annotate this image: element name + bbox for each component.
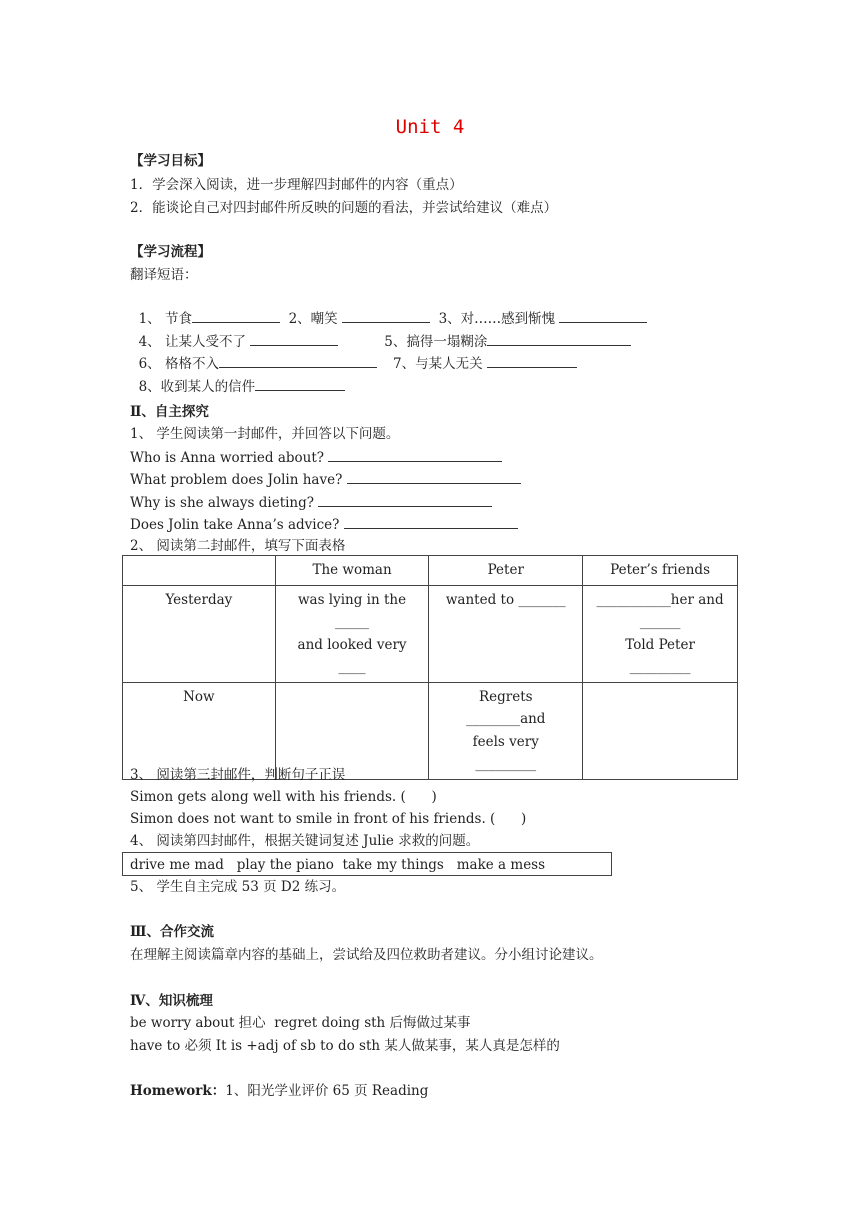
q3-statement: Simon gets along well with his friends. ( ): [130, 789, 437, 805]
phrase-2: 2、嘲笑: [288, 311, 342, 327]
phrase-5: 5、搞得一塌糊涂: [384, 334, 488, 350]
phrase-3: 3、对……感到惭愧: [438, 311, 560, 327]
question-row: [130, 469, 521, 490]
phrase-4: 4、 让某人受不了: [138, 334, 251, 350]
answer-blank[interactable]: [487, 353, 577, 368]
question-text: Who is Anna worried about?: [130, 450, 329, 466]
translate-subheading: 翻译短语：: [130, 267, 198, 283]
table-header-cell: [123, 556, 276, 586]
question-row: [130, 492, 492, 513]
letter2-table: [122, 555, 738, 780]
homework-text: 1、阳光学业评价 65 页 Reading: [225, 1083, 429, 1099]
q4-intro: 4、 阅读第四封邮件，根据关键词复述 Julie 求救的问题。: [130, 833, 480, 849]
keywords-text: drive me mad play the piano take my things make a mess: [130, 857, 546, 873]
question-text: Why is she always dieting?: [130, 495, 319, 511]
cell-line: wanted to _______: [445, 591, 566, 608]
table-cell[interactable]: [583, 585, 738, 682]
cell-line: ______: [639, 614, 681, 630]
goals-heading: 【学习目标】: [130, 153, 211, 169]
phrase-7: 7、与某人无关: [392, 356, 487, 372]
phrase-8: 8、收到某人的信件: [138, 379, 256, 395]
cell-line: ____: [338, 659, 366, 675]
table-header-cell: Peter: [429, 556, 583, 586]
section2-heading: Ⅱ、自主探究: [130, 404, 209, 420]
cell-line: _________: [475, 756, 537, 772]
table-cell[interactable]: [429, 682, 583, 779]
cell-line: ___________her and: [596, 591, 724, 608]
q3-intro: 3、 阅读第三封邮件，判断句子正误: [130, 767, 346, 783]
table-row: [123, 585, 738, 682]
q1-intro: 1、 学生阅读第一封邮件，并回答以下问题。: [130, 426, 400, 442]
knowledge-line: be worry about 担心 regret doing sth 后悔做过某事: [130, 1015, 471, 1031]
section3-heading: Ⅲ、合作交流: [130, 924, 214, 940]
phrase-6: 6、 格格不入: [138, 356, 219, 372]
knowledge-line: have to 必须 It is +adj of sb to do sth 某人做某事，某人真是怎样的: [130, 1038, 560, 1054]
question-row: [130, 447, 502, 468]
cell-line: was lying in the: [297, 591, 407, 608]
phrase-row: [130, 356, 345, 397]
q5-text: 5、 学生自主完成 53 页 D2 练习。: [130, 879, 346, 895]
cell-line: Told Peter: [625, 636, 695, 653]
table-cell[interactable]: [275, 585, 429, 682]
section3-text: 在理解主阅读篇章内容的基础上，尝试给及四位救助者建议。分小组讨论建议。: [130, 947, 603, 963]
row-label: Yesterday: [123, 585, 276, 682]
question-row: [130, 514, 518, 535]
answer-blank[interactable]: [344, 514, 518, 529]
goal-item: 2．能谈论自己对四封邮件所反映的问题的看法，并尝试给建议（难点）: [130, 200, 558, 216]
homework: [130, 1081, 428, 1101]
question-text: Does Jolin take Anna’s advice?: [130, 517, 344, 533]
table-header-cell: The woman: [275, 556, 429, 586]
answer-blank[interactable]: [255, 376, 345, 391]
table-header-row: [123, 556, 738, 586]
table-header-cell: Peter’s friends: [583, 556, 738, 586]
section4-heading: Ⅳ、知识梳理: [130, 993, 213, 1009]
cell-line: _____: [335, 614, 369, 630]
cell-line: ________and: [466, 711, 546, 727]
goal-item: 1．学会深入阅读，进一步理解四封邮件的内容（重点）: [130, 177, 463, 193]
page-title: Unit 4: [395, 116, 465, 138]
q3-statement: Simon does not want to smile in front of his friends. ( ): [130, 811, 527, 827]
cell-line: and looked very: [297, 636, 407, 653]
table-cell[interactable]: [583, 682, 738, 779]
answer-blank[interactable]: [347, 469, 521, 484]
answer-blank[interactable]: [328, 447, 502, 462]
q2-intro: 2、 阅读第二封邮件，填写下面表格: [130, 538, 346, 554]
table-cell[interactable]: [429, 585, 583, 682]
homework-label: Homework：: [130, 1083, 226, 1099]
keywords-box: [122, 852, 612, 876]
cell-line: _________: [629, 659, 691, 675]
process-heading: 【学习流程】: [130, 244, 211, 260]
phrase-1: 1、 节食: [138, 311, 192, 327]
answer-blank[interactable]: [318, 492, 492, 507]
cell-line: Regrets: [478, 688, 533, 705]
question-text: What problem does Jolin have?: [130, 472, 347, 488]
cell-line: feels very: [472, 733, 539, 750]
row-label: Now: [123, 682, 276, 779]
